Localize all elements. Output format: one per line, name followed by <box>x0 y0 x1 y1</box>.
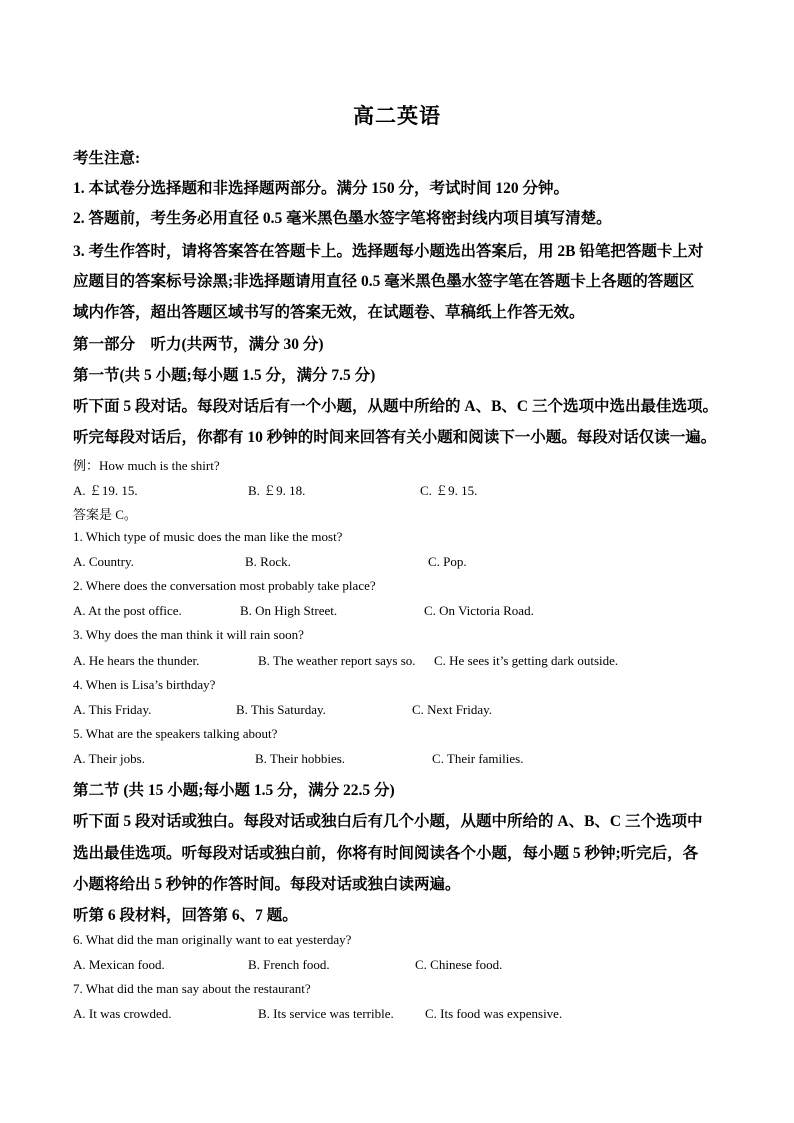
question-7-option-c: C. Its food was expensive. <box>425 1006 563 1021</box>
section-1-instructions-line-1: 听下面 5 段对话。每段对话后有一个小题，从题中所给的 A、B、C 三个选项中选出最佳选项。 <box>73 398 718 415</box>
section-1-instructions-line-2: 听完每段对话后，你都有 10 秒钟的时间来回答有关小题和阅读下一小题。每段对话仅读一遍。 <box>73 429 717 446</box>
example-answer: 答案是 C。 <box>73 507 137 522</box>
material-6-heading: 听第 6 段材料，回答第 6、7 题。 <box>73 907 298 924</box>
example-option-b: B. ￡9. 18. <box>248 483 306 498</box>
question-1-option-c: C. Pop. <box>428 554 467 569</box>
notice-item-2: 2. 答题前，考生务必用直径 0.5 毫米黑色墨水签字笔将密封线内项目填写清楚。 <box>73 210 612 227</box>
notice-item-3-line-3: 域内作答，超出答题区域书写的答案无效，在试题卷、草稿纸上作答无效。 <box>73 304 585 321</box>
question-4-option-c: C. Next Friday. <box>412 702 493 717</box>
example-option-a: A. ￡19. 15. <box>73 483 138 498</box>
section-2-instructions-line-3: 小题将给出 5 秒钟的作答时间。每段对话或独白读两遍。 <box>73 876 461 893</box>
question-2: 2. Where does the conversation most probably take place? <box>73 578 376 593</box>
question-6-option-c: C. Chinese food. <box>415 957 503 972</box>
question-3-option-c: C. He sees it’s getting dark outside. <box>434 653 619 668</box>
page-title: 高二英语 <box>353 104 441 128</box>
question-7-option-a: A. It was crowded. <box>73 1006 172 1021</box>
question-1-option-a: A. Country. <box>73 554 134 569</box>
question-3: 3. Why does the man think it will rain soon? <box>73 627 304 642</box>
question-5: 5. What are the speakers talking about? <box>73 726 278 741</box>
question-6: 6. What did the man originally want to eat yesterday? <box>73 932 352 947</box>
section-1-heading: 第一节(共 5 小题;每小题 1.5 分，满分 7.5 分) <box>73 367 376 384</box>
notice-item-3-line-2: 应题目的答案标号涂黑;非选择题请用直径 0.5 毫米黑色墨水签字笔在答题卡上各题的答题区 <box>73 273 695 290</box>
section-2-heading: 第二节 (共 15 小题;每小题 1.5 分，满分 22.5 分) <box>73 782 395 799</box>
question-2-option-b: B. On High Street. <box>240 603 338 618</box>
question-3-option-b: B. The weather report says so. <box>258 653 416 668</box>
section-2-instructions-line-1: 听下面 5 段对话或独白。每段对话或独白后有几个小题，从题中所给的 A、B、C 三个选项中 <box>73 813 703 830</box>
notice-heading: 考生注意: <box>73 150 141 167</box>
question-4-option-b: B. This Saturday. <box>236 702 326 717</box>
question-4: 4. When is Lisa’s birthday? <box>73 677 216 692</box>
question-1-option-b: B. Rock. <box>245 554 291 569</box>
question-2-option-a: A. At the post office. <box>73 603 182 618</box>
notice-item-3-line-1: 3. 考生作答时，请将答案答在答题卡上。选择题每小题选出答案后，用 2B 铅笔把答题卡上对 <box>73 243 704 260</box>
question-7-option-b: B. Its service was terrible. <box>258 1006 394 1021</box>
example-option-c: C. ￡9. 15. <box>420 483 478 498</box>
question-4-option-a: A. This Friday. <box>73 702 152 717</box>
question-5-option-b: B. Their hobbies. <box>255 751 346 766</box>
question-5-option-c: C. Their families. <box>432 751 524 766</box>
part-1-heading: 第一部分 听力(共两节，满分 30 分) <box>73 336 324 353</box>
example-question: 例：How much is the shirt? <box>73 458 220 473</box>
question-1: 1. Which type of music does the man like the most? <box>73 529 343 544</box>
question-3-option-a: A. He hears the thunder. <box>73 653 200 668</box>
question-5-option-a: A. Their jobs. <box>73 751 145 766</box>
section-2-instructions-line-2: 选出最佳选项。听每段对话或独白前，你将有时间阅读各个小题，每小题 5 秒钟;听完后，各 <box>73 845 699 862</box>
question-6-option-a: A. Mexican food. <box>73 957 165 972</box>
notice-item-1: 1. 本试卷分选择题和非选择题两部分。满分 150 分，考试时间 120 分钟。 <box>73 180 570 197</box>
question-6-option-b: B. French food. <box>248 957 330 972</box>
question-2-option-c: C. On Victoria Road. <box>424 603 534 618</box>
question-7: 7. What did the man say about the restaurant? <box>73 981 311 996</box>
